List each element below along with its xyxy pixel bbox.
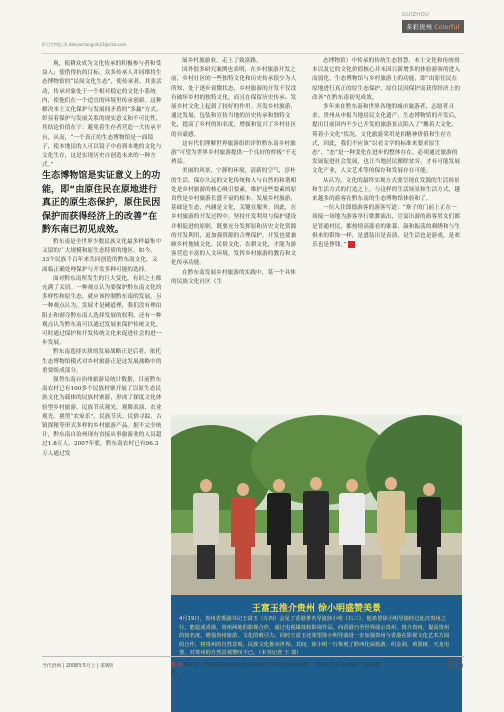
footer-sms-note	[171, 662, 381, 676]
pull-quote: 生态博物馆是实证意义上的功能，即“由原住民在原地进行真正的原生态保护，原住民因保护而获得经济上的改善”在黔东南已初见成效。	[42, 171, 161, 236]
paragraph: 从认为，文化的最终实现方式要呈现在发源的生活场景和生活方式的打造之上。与这样的生活场景和生活方式，越来越多的游客在黔东南的生态博物馆体验和了。	[312, 177, 461, 203]
photo-caption-box	[171, 595, 462, 712]
brand-accent: Colorful	[434, 23, 460, 31]
person	[267, 479, 291, 579]
sms-text: 编者注：贵州省屯堡及文化原生态保护工程已全面启动开展，“贵州原生态文化保护”工程的推进。	[171, 663, 381, 675]
paragraph: 国外很多研究案例也表明，在乡村旅游开发之前，乡村社区的一些独特文化和历史传承很少为人所知，处于逐步衰微状态，乡村旅游的开发不仅没有破坏乡村的独特文化，而且在保留历史传承、发展乡村文化上起到了较好的作用。开发乡村旅游，通过发展，包装和宣传当地的历史传承和独特文化，提高了乡村的知名度，增强和复兴了乡村社区的自豪感。	[171, 67, 297, 138]
person	[339, 479, 365, 579]
footer-publication: 当代贵州 | 2008年5月上 | 第9期	[42, 664, 113, 669]
person	[377, 477, 405, 579]
paragraph: 黔东南选择实质的发展战略正是后者。依托生态博物馆模式对乡村旅游正是这发展战略中的重要组成部分。	[42, 349, 162, 374]
end-mark-icon	[348, 241, 355, 248]
group-photo	[171, 415, 462, 595]
article-column-3	[312, 57, 462, 250]
paragraph: 展乡村旅游业，走上了致富路。	[182, 58, 262, 64]
paragraph: 黔东南是全世界少数民族文化最多样最集中又留的广大规模和原生态特质的地区。如今，33个民族千百年来共同创造的黔东南文化，又面临正确处理保护与开发多种可能的选择。	[42, 238, 162, 273]
page-number: 65	[446, 657, 464, 673]
article-column-1	[42, 60, 162, 459]
person	[303, 477, 329, 579]
paragraph: 面对黔东南所发生的巨大变化，有识之士都充满了关切。一种观点认为要保护黔东南文化的多样性和原生态，就应该控制黔东南的发展，另一种观点认为，发展才是硬道理，我们没有理由阻止和剥夺黔东南人选择发展的权利。还有一种观点认为黔东南可以通过发展来保护传统文化，可时通过保护和开发传统文化来促进社会的进一步发展。	[42, 275, 162, 347]
paragraph: 在黔东南发展乡村旅游的实践中，某一个具体的民族文化社区（生	[171, 269, 296, 285]
brand-bar	[402, 20, 464, 33]
footer-divider	[42, 656, 464, 657]
header-divider	[42, 53, 464, 54]
paragraph: 美丽的风景，宁静的环境，清新的空气，淳朴的生活，保存久远的文化传统和人与自然的和谐相处是乡村旅游的核心吸引要素，维护这些要素的原真性是乡村旅游长盛不衰的根本。发展乡村旅游，基础是生态，内涵是文化，关键在服务。因此，在乡村旅游的开发过程中，坚持开发利用与保护建设并相促进的原则，既要充分发挥原和历史文化资源的开发利用，更加强资源的合理保护，开发也要兼顾乡村地域文化、民俗文化、农耕文化，才能为游客营造丰富的人文环境，发挥乡村旅游的教育和文化传承功能。	[171, 168, 297, 267]
article-column-2	[171, 57, 299, 287]
brand-block	[402, 12, 464, 33]
person	[417, 483, 441, 579]
paragraph: 这有代们理解世界旅游组织评价黔东南乡村旅游“可望为世界乡村旅游提供一个良好的样板”不无裨益。	[171, 140, 297, 166]
sms-tag: 短 信	[171, 663, 183, 668]
brand-en: GUIZHOU	[402, 12, 430, 18]
header-left-note: 护目生特报 添 dahuachangxin21@sina.com	[42, 42, 127, 47]
caption-title: 王富玉推介贵州 徐小明盛赞美景	[251, 604, 382, 614]
person	[193, 479, 219, 579]
person	[231, 483, 255, 579]
brand-cn: 多彩贵州	[406, 23, 432, 31]
paragraph: 多年来在黔东南和世界各地的城市旅游者、志愿者寻求。贵州从申报当地居民文化遗产、生态博物馆的开发后，提出目前国内不少已开发的旅游景点陷入了“搬着大文化、荷着小文化”状况，文化旅游采用是拍精神价值和生存方式，因此，我们不应该“以看文学的标准来要求原生态”。“态”是一种变化在进步的整体存在，必须通过旅游的发展促进社会发展，也让当地居民搬除贫穷，才有可能发展文化产业，人文艺术等的保存和发展存在可能。	[312, 104, 461, 175]
paragraph: 态博物馆）中传承的传统生态智慧，本土文化和传统资本以及它的文化价值核心并未因日新增多的体验游客的进入而弱化，生态博物馆与乡村旅游上的功能，即“由原住民在原地进行真正的原生态保护，原住民因保护而获得经济上的改善”在黔东南初见成效。	[312, 58, 461, 101]
paragraph: 强势东南台治州旅游局统计数据，目前黔东南农村已有100多个民族村寨开展了以原生态民族文化为载体的民族村寨游，形成了探度文化体验型乡村旅游、民族节庆观光、观舞表演、农业观光、挑剪“农家乐”、民族节庆、民俗寻踪、古镇探秘等形式多样的乡村旅游产品。据不完全统计，黔东南自治州现有直接从事旅游业的人员超过1.8万人，2007年底，黔东南农村已有96.3万人通过发	[42, 376, 162, 457]
paragraph: 一位入住郎德游客的游客写道：“寨子的门前上正在一场接一场地为游客举行歌舞演出，宣宴出游的游客男女们都是普通村民，都热情高涨看的锥幕，鼓和振荡的刺绣和与生俱来的银饰一样，是盛装出是表演，是生活也是游戏，是欢乐也是挣钱。”	[312, 205, 461, 249]
caption-body: 4月19日，贵州省委副书记王富玉（左四）会见了香港著名导演徐小明（右三），他希望徐小明导演经过此次贵州之行，能促成香港、贵州两地的影视合作，通过电视媒体和影视作品，向香港乃至世界展示贵州、推介贵州，提高贵州的知名度，增强贵州旅游、文化的吸引力。同时王富玉还希望徐小明导演进一步加强贵州与香港在影视文化艺术方面的合作，将贵州的自然景观、民族文化推向世界。其间，徐小明一行参观了黔西化屋旅游、织金洞、黄果树、天龙屯堡，对贵州的自然景观赞叹不已。（本刊记者 王 瑞）	[179, 616, 450, 657]
paragraph: 观，使耕众成为文化传承的积极参与者和受益人；使借得抗的目标，众多传承人并同维持生态博物馆的“民间文化生态”，使传承者、其张活动，传承对象处于一个相对稳定的文化小系统内，使他们在一个适宜的环境里传承创新。这种解决本土文化保护与发展间矛盾的“多赢”方式，彰显着保护与发展关系的现实意义和不可比性，其结论价值在于：避免着生存者营造一大传承平台，从而，“一个真正的生态博物馆是一面镜子，使本地民的人可以镜子中看到本地的文化与文化生存，这是实现历史自创造未来的一种方式。”	[42, 61, 162, 169]
